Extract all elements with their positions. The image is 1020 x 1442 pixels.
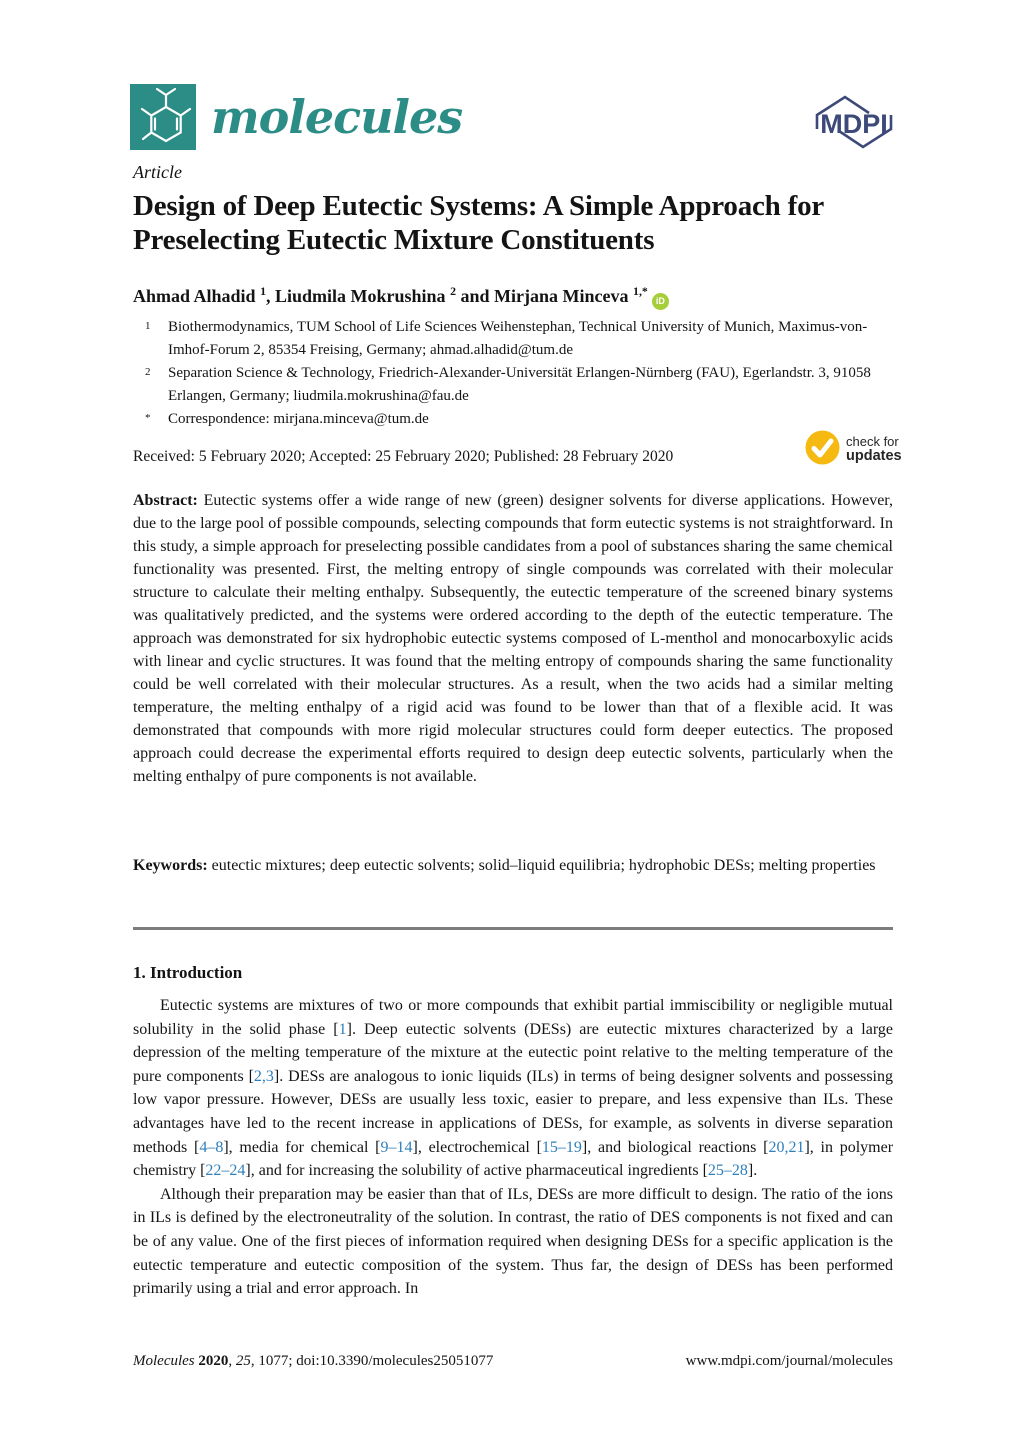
text-segment: Eutectic systems are mixtures of two or more compounds that exhibit partial immiscibility or negligible mutual solubility in the solid phase [: [133, 997, 893, 1038]
affiliation-text: Separation Science & Technology, Friedrich-Alexander-Universität Erlangen-Nürnberg (FAU), Egerlandstr. 3, 91058 Erlangen, Germany; liudmila.mokrushina@fau.de: [168, 365, 871, 404]
citation-link[interactable]: 2,3: [253, 1067, 274, 1085]
text-segment: 25: [235, 1353, 251, 1369]
text-segment: Eutectic systems offer a wide range of new (green) designer solvents for diverse applications. However, due to the large pool of possible compounds, selecting compounds that form eutectic systems is not straightforward. In this study, a simple approach for preselecting possible candidates from a pool of substances sharing the same chemical functionality was presented. First, the melting entropy of single compounds was correlated with their molecular structure to calculate their melting enthalpy. Subsequently, the eutectic temperature of the screened binary systems was qualitatively predicted, and the systems were ordered according to the depth of the eutectic temperature. The approach was demonstrated for six hydrophobic eutectic systems composed of L-menthol and monocarboxylic acids with linear and cyclic structures. It was found that the melting entropy of compounds sharing the same functionality could be well correlated with their molecular structures. As a result, when the two acids had a similar melting temperature, the melting enthalpy of a rigid acid was found to be lower than that of a flexible acid. It was demonstrated that compounds with more rigid molecular structures could form deeper eutectics. The proposed approach could decrease the experimental efforts required to design deep eutectic solvents, particularly when the melting enthalpy of pure components is not available.: [133, 492, 893, 785]
affiliation-marker: *: [145, 412, 151, 424]
text-segment: ], media for chemical [: [223, 1138, 381, 1156]
text-segment: and Mirjana Minceva: [456, 286, 633, 306]
text-segment: Ahmad Alhadid: [133, 286, 261, 306]
section-divider: [133, 927, 893, 930]
page-footer: [133, 1353, 893, 1370]
text-segment: 2020: [198, 1353, 229, 1369]
affiliation-item: [133, 408, 895, 431]
affiliation-item: [133, 316, 895, 362]
svg-text:MDPI: MDPI: [820, 109, 888, 139]
article-type-label: Article: [133, 162, 182, 182]
checkmark-icon: [804, 429, 841, 471]
text-segment: Molecules: [133, 1353, 199, 1369]
affiliation-marker: 2: [145, 366, 151, 378]
author-line: [133, 286, 893, 310]
text-segment: Keywords:: [133, 857, 212, 874]
citation-link[interactable]: 15–19: [541, 1138, 582, 1156]
badge-text: [846, 435, 902, 465]
text-segment: ], and for increasing the solubility of active pharmaceutical ingredients [: [245, 1162, 708, 1180]
orcid-icon[interactable]: iD: [652, 293, 669, 310]
molecules-logo-icon: [130, 84, 196, 150]
mdpi-logo[interactable]: [810, 88, 898, 161]
paper-title: Design of Deep Eutectic Systems: A Simple Approach for Preselecting Eutectic Mixture Constituents: [133, 190, 824, 256]
text-segment: ], electrochemical [: [412, 1138, 542, 1156]
text-segment: ]. Deep eutectic solvents (DESs) are eutectic mixtures characterized by a large depression of the melting temperature of the mixture at the eutectic point relative to the melting temperature of the pure components [: [133, 1020, 893, 1085]
affiliations: [133, 316, 895, 431]
text-segment: Although their preparation may be easier than that of ILs, DESs are more difficult to design. The ratio of the ions in ILs is defined by the electroneutrality of the solution. In contrast, the ratio of DES components is not fixed and can be of any value. One of the first pieces of information required when designing DESs for a specific application is the eutectic temperature and eutectic composition of the system. Thus far, the design of DESs has been performed primarily using a trial and error approach. In: [133, 1185, 893, 1298]
affiliation-marker: 1: [145, 320, 151, 332]
citation-link[interactable]: 9–14: [380, 1138, 413, 1156]
text-segment: , 1077; doi:10.3390/molecules25051077: [250, 1353, 494, 1369]
author-names: [133, 286, 648, 306]
affiliation-text: Biothermodynamics, TUM School of Life Sciences Weihenstephan, Technical University of Munich, Maximus-von-Imhof-Forum 2, 85354 Freising, Germany; ahmad.alhadid@tum.de: [168, 319, 868, 358]
text-segment: 2: [450, 284, 456, 299]
badge-line2: updates: [846, 448, 902, 465]
check-for-updates-badge[interactable]: [804, 429, 902, 471]
citation-link[interactable]: 20,21: [768, 1138, 805, 1156]
intro-paragraph-2: [133, 1183, 893, 1301]
citation-link[interactable]: 4–8: [199, 1138, 224, 1156]
dates-line: Received: 5 February 2020; Accepted: 25 February 2020; Published: 28 February 2020: [133, 448, 674, 465]
keywords-paragraph: [133, 854, 893, 877]
text-segment: 1: [260, 284, 266, 299]
text-segment: eutectic mixtures; deep eutectic solvents; solid–liquid equilibria; hydrophobic DESs; melting properties: [211, 857, 876, 874]
text-segment: ].: [747, 1162, 758, 1180]
intro-paragraph-1: [133, 994, 893, 1183]
journal-wordmark: molecules: [211, 90, 463, 144]
journal-logo: [130, 84, 462, 150]
text-segment: Abstract:: [133, 492, 204, 509]
citation-link[interactable]: 22–24: [205, 1162, 246, 1180]
text-segment: ,: [228, 1353, 236, 1369]
affiliation-item: [133, 362, 895, 408]
text-segment: ], and biological reactions [: [581, 1138, 769, 1156]
citation-link[interactable]: 25–28: [707, 1162, 748, 1180]
introduction-body: [133, 994, 893, 1301]
abstract-paragraph: [133, 489, 893, 788]
text-segment: ]. DESs are analogous to ionic liquids (ILs) in terms of being designer solvents and possessing low vapor pressure. However, DESs are usually less toxic, easier to prepare, and less expensive than ILs. These advantages have led to the recent increase in applications of DESs, for example, as solvents in diverse separation methods [: [133, 1067, 893, 1156]
footer-citation: [133, 1353, 493, 1370]
text-segment: ], in polymer chemistry [: [133, 1138, 894, 1180]
page-header: [130, 84, 898, 161]
correspondence-text: Correspondence: mirjana.minceva@tum.de: [168, 411, 429, 427]
citation-link[interactable]: 1: [338, 1020, 347, 1038]
text-segment: 1,*: [633, 284, 648, 299]
badge-line1: check for: [846, 434, 899, 450]
section-heading-introduction: 1. Introduction: [133, 963, 243, 982]
text-segment: , Liudmila Mokrushina: [266, 286, 451, 306]
footer-journal-url[interactable]: www.mdpi.com/journal/molecules: [685, 1353, 893, 1369]
